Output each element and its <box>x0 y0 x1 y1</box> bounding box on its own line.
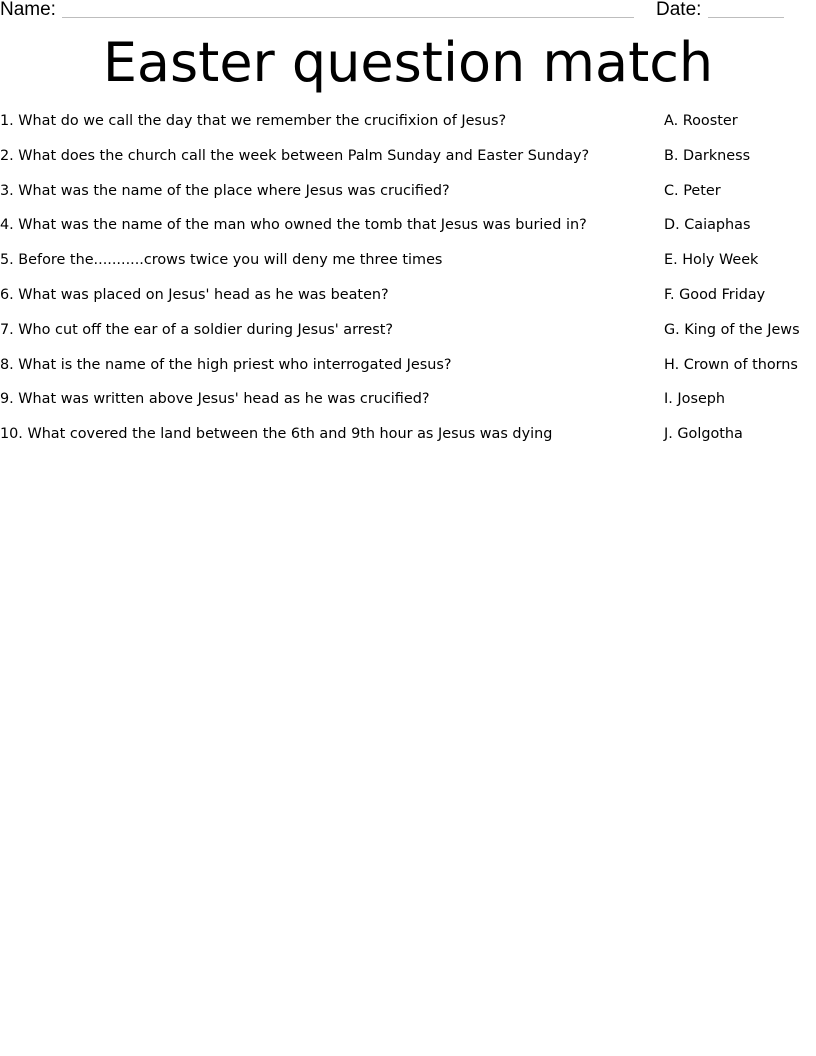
name-blank-line <box>62 17 634 18</box>
question-item: 9. What was written above Jesus' head as he was crucified? <box>0 391 430 408</box>
header-row <box>0 0 816 22</box>
answer-item: I. Joseph <box>664 391 726 408</box>
answer-item: A. Rooster <box>664 113 738 129</box>
question-item: 4. What was the name of the man who owned the tomb that Jesus was buried in? <box>0 217 587 234</box>
question-item: 7. Who cut off the ear of a soldier during Jesus' arrest? <box>0 321 394 338</box>
answer-item: G. King of the Jews <box>664 321 800 338</box>
question-item: 10. What covered the land between the 6th and 9th hour as Jesus was dying <box>0 426 553 443</box>
answer-list <box>664 111 816 459</box>
question-item: 8. What is the name of the high priest who interrogated Jesus? <box>0 356 452 373</box>
answer-item: F. Good Friday <box>664 286 766 303</box>
question-item: 6. What was placed on Jesus' head as he was beaten? <box>0 286 389 303</box>
answer-item: H. Crown of thorns <box>664 356 798 373</box>
answer-item: C. Peter <box>664 182 721 199</box>
question-item: 5. Before the...........crows twice you will deny me three times <box>0 252 443 269</box>
question-item: 1. What do we call the day that we remember the crucifixion of Jesus? <box>0 113 507 129</box>
answer-item: J. Golgotha <box>664 426 743 443</box>
question-item: 3. What was the name of the place where Jesus was crucified? <box>0 182 450 199</box>
name-label: Name: <box>0 0 56 20</box>
question-item: 2. What does the church call the week between Palm Sunday and Easter Sunday? <box>0 147 590 164</box>
worksheet-title: Easter question match <box>102 31 714 94</box>
answer-item: D. Caiaphas <box>664 217 751 234</box>
question-list <box>0 111 640 459</box>
answer-item: B. Darkness <box>664 147 751 164</box>
answer-item: E. Holy Week <box>664 252 759 269</box>
date-label: Date: <box>656 0 702 20</box>
date-blank-line <box>708 17 784 18</box>
